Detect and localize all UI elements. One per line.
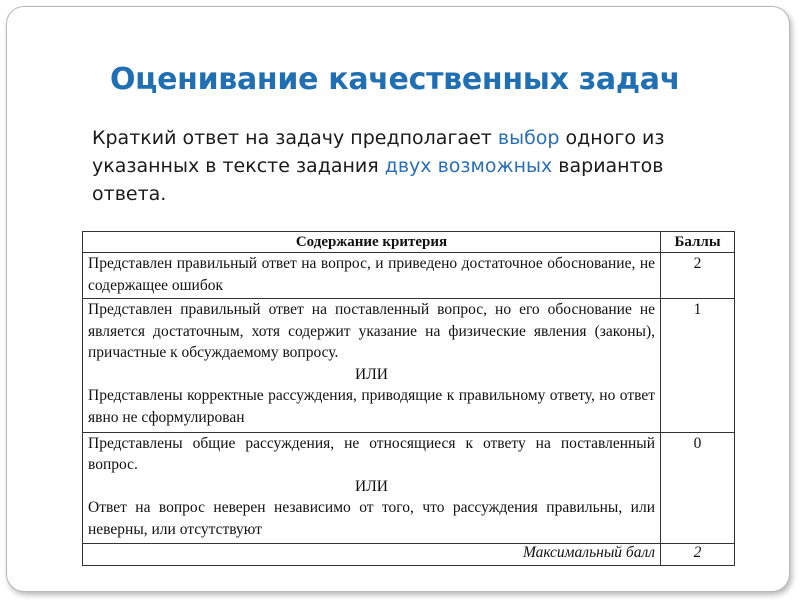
- points-cell: 1: [661, 299, 735, 432]
- criterion-cell: [83, 299, 661, 432]
- slide-title: Оценивание качественных задач: [109, 62, 681, 97]
- intro-text-1: Краткий ответ на задачу предполагает: [92, 127, 498, 149]
- header-criterion: Содержание критерия: [83, 232, 661, 253]
- header-points: Баллы: [661, 232, 735, 253]
- criterion-cell: [83, 432, 661, 543]
- criterion-text: Представлен правильный ответ на поставленный вопрос, но его обоснование не является достаточным, хотя содержит указание на физические явления (законы), причастные к обсуждаемому вопросу.: [88, 301, 655, 362]
- intro-highlight-choice: выбор: [497, 127, 560, 149]
- criterion-cell: [83, 253, 661, 299]
- points-cell: 0: [661, 432, 735, 543]
- table-header-row: [83, 232, 735, 253]
- points-cell: 2: [661, 253, 735, 299]
- criterion-text: Представлены общие рассуждения, не относящиеся к ответу на поставленный вопрос.: [88, 434, 655, 474]
- table-footer-row: [83, 543, 735, 565]
- intro-text-2: одного из указанных в тексте задания: [92, 127, 665, 177]
- or-separator: ИЛИ: [355, 365, 388, 383]
- intro-highlight-two-options: двух возможных: [384, 155, 553, 177]
- criterion-text: Представлены корректные рассуждения, приводящие к правильному ответу, но ответ явно не сформулирован: [88, 387, 655, 426]
- table-row-score-0: [83, 432, 735, 543]
- criteria-table: [82, 231, 735, 566]
- max-score-label: Максимальный балл: [83, 543, 661, 565]
- table-row-score-1: [83, 299, 735, 432]
- criterion-text: Представлен правильный ответ на вопрос, и приведено достаточное обоснование, не содержащее ошибок: [88, 255, 655, 294]
- or-separator: ИЛИ: [355, 477, 388, 495]
- criterion-text: Ответ на вопрос неверен независимо от того, что рассуждения правильны, или неверны, или отсутствуют: [88, 499, 655, 538]
- intro-paragraph: [92, 124, 742, 208]
- table-row-score-2: [83, 253, 735, 299]
- max-score-value: 2: [661, 543, 735, 565]
- intro-text-3: вариантов ответа.: [92, 155, 664, 205]
